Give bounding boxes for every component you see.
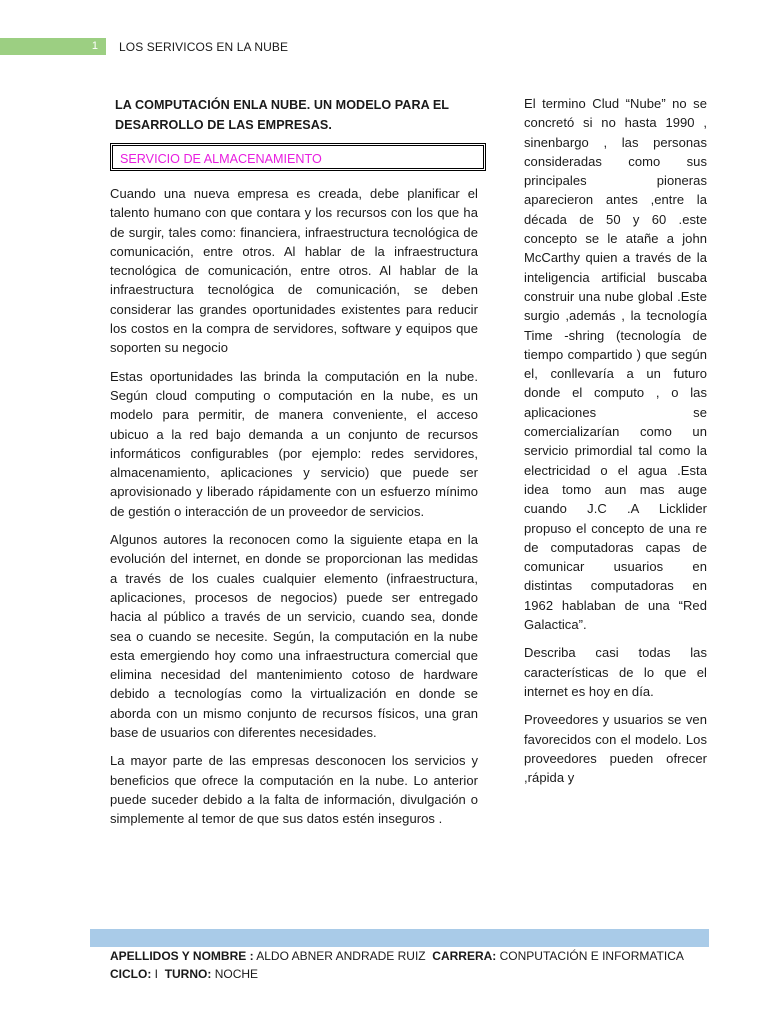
career-label: CARRERA: xyxy=(432,949,497,963)
footer-bar xyxy=(90,929,709,947)
section-heading: SERVICIO DE ALMACENAMIENTO xyxy=(120,152,322,166)
page-number-tab xyxy=(0,38,106,55)
side-column xyxy=(524,94,707,796)
page-number: 1 xyxy=(91,40,98,52)
paragraph: Estas oportunidades las brinda la computación en la nube. Según cloud computing o computación en la nube, es un modelo para permitir, de manera conveniente, el acceso ubicuo a la red bajo demanda a un conjunto de recursos informáticos configurables (por ejemplo: redes servidores, almacenamiento, aplicaciones y servicio) que puede ser aprovisionado y liberado rápidamente con un esfuerzo mínimo de gestión o interacción de un proveedor de servicios. xyxy=(110,368,478,519)
paragraph: Cuando una nueva empresa es creada, debe planificar el talento humano con que contara y los recursos con los que ha de surgir, tales como: financiera, infraestructura tecnológica de comunicación, entre otros. Al hablar de la infraestructura tecnológica de comunicación, entre otros. Al hablar de la infraestructura tecnológica de comunicación, se deben considerar las grandes oportunidades existentes para reducir los costos en la compra de servidores, software y equipos que soporten su negocio xyxy=(110,186,478,356)
footer-line-1 xyxy=(110,947,684,965)
section-heading-box xyxy=(110,143,486,171)
shift-value: NOCHE xyxy=(214,967,259,981)
name-value: ALDO ABNER ANDRADE RUIZ xyxy=(256,949,426,963)
side-paragraph: Proveedores y usuarios se ven favorecidos con el modelo. Los proveedores pueden ofrecer ,rápida y xyxy=(524,712,707,786)
footer-line-2 xyxy=(110,965,684,983)
cycle-value: I xyxy=(154,967,159,981)
document-title: LA COMPUTACIÓN ENLA NUBE. UN MODELO PARA EL DESARROLLO DE LAS EMPRESAS. xyxy=(115,98,449,132)
footer xyxy=(110,947,684,983)
cycle-label: CICLO: xyxy=(110,967,152,981)
paragraph: La mayor parte de las empresas desconocen los servicios y beneficios que ofrece la computación en la nube. Lo anterior puede suceder debido a la falta de información, divulgación o simplemente al temor de que sus datos estén inseguros . xyxy=(110,753,478,827)
name-label: APELLIDOS Y NOMBRE : xyxy=(110,949,254,963)
paragraph: Algunos autores la reconocen como la siguiente etapa en la evolución del internet, en donde se proporcionan las medidas a través de los cuales cualquier elemento (infraestructura, aplicaciones, procesos de negocios) puede ser entregado hacia al público a través de un servicio, cuando sea, donde sea o cuando se necesite. Según, la computación en la nube esta emergiendo hoy como una infraestructura comercial que elimina necesidad del mantenimiento cotoso de hardware debido a tecnologías como la virtualización en donde se aborda con un mismo conjunto de recursos físicos, una gran base de usuarios con diferentes necesidades. xyxy=(110,532,478,741)
career-value: CONPUTACIÓN E INFORMATICA xyxy=(499,949,684,963)
side-paragraph: Describa casi todas las características de lo que el internet es hoy en día. xyxy=(524,645,707,699)
main-column xyxy=(110,95,478,829)
header-title: LOS SERIVICOS EN LA NUBE xyxy=(119,40,289,54)
shift-label: TURNO: xyxy=(164,967,212,981)
side-paragraph: El termino Clud “Nube” no se concretó si no hasta 1990 , sinenbargo , las personas consideradas como sus principales pioneras aparecieron antes ,entre la década de 50 y 60 .este concepto se le atañe a john McCarthy quien a través de la inteligencia artificial buscaba construir una nube global .Este surgio ,además , la tecnología Time -shring (tecnología de tiempo compartido ) que según el, conllevaría a un futuro donde el computo , o las aplicaciones se comercializarían como un servicio primordial tal como la electricidad o el agua .Esta idea tomo aun mas auge cuando J.C .A Licklider propuso el concepto de una re de computadoras capas de comunicar usuarios en distintas computadoras en 1962 hablaban de una “Red Galactica”. xyxy=(524,96,707,633)
